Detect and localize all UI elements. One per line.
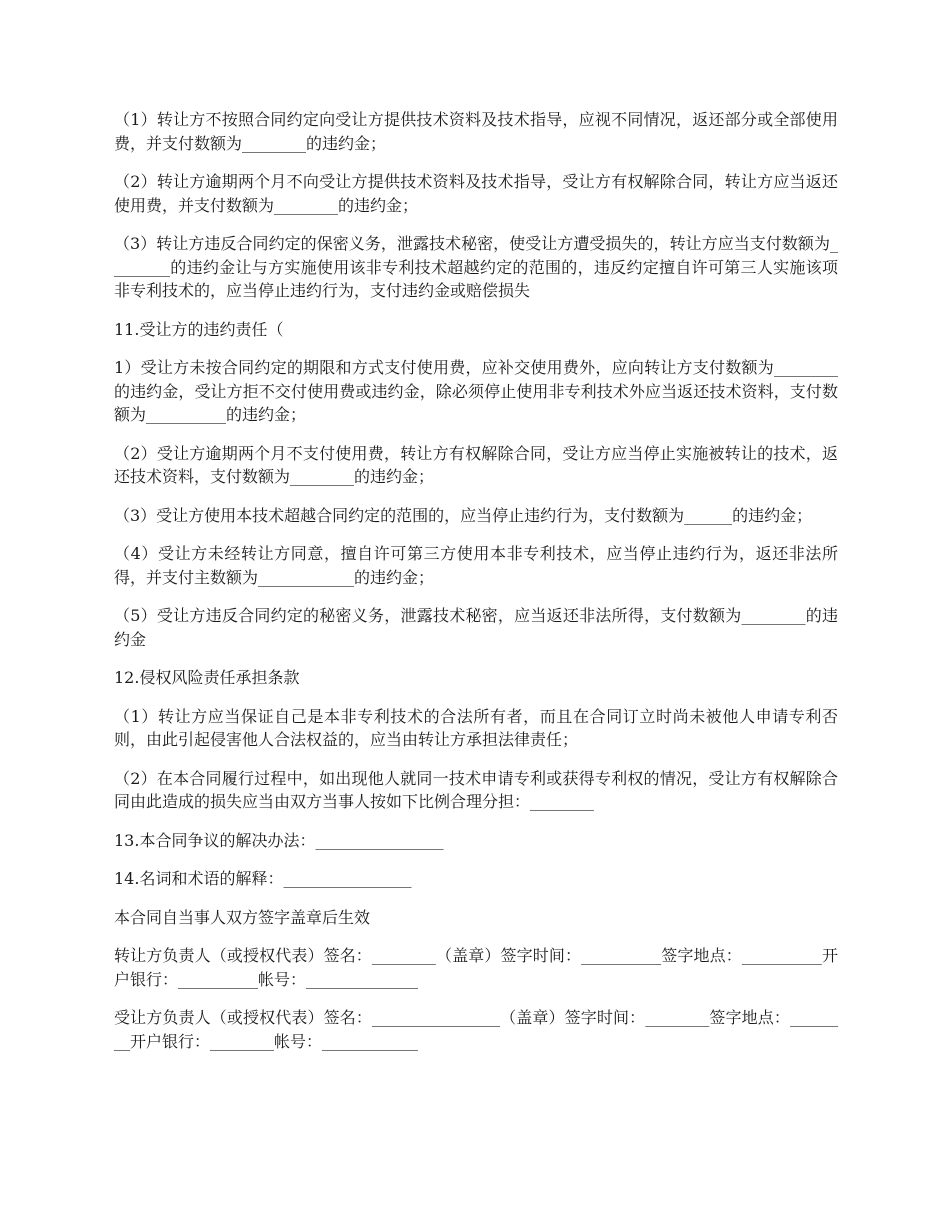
section-14-terms: 14.名词和术语的解释：________________ xyxy=(114,869,412,888)
transferee-signature-block: 受让方负责人（或授权代表）签名：________________（盖章）签字时间：________签字地点：________开户银行：________帐号：____________ xyxy=(114,1008,838,1051)
clause-10-1: （1）转让方不按照合同约定向受让方提供技术资料及技术指导，应视不同情况，返还部分或全部使用费，并支付数额为________的违约金； xyxy=(114,110,838,153)
effective-clause: 本合同自当事人双方签字盖章后生效 xyxy=(114,907,371,927)
clause-10-3: （3）转让方违反合同约定的保密义务，泄露技术秘密，使受让方遭受损失的，转让方应当支付数额为________的违约金让与方实施使用该非专利技术超越约定的范围的，违反约定擅自许可第三人实施该项非专利技术的，应当停止违约行为，支付违约金或赔偿损失 xyxy=(114,234,838,300)
clause-11-2: （2）受让方逾期两个月不支付使用费，转让方有权解除合同，受让方应当停止实施被转让的技术，返还技术资料，支付数额为________的违约金； xyxy=(114,443,838,486)
document-body xyxy=(114,108,838,1068)
clause-11-4: （4）受让方未经转让方同意，擅自许可第三方使用本非专利技术，应当停止违约行为，返还非法所得，并支付主数额为____________的违约金； xyxy=(114,544,838,587)
transferor-signature-block: 转让方负责人（或授权代表）签名：________（盖章）签字时间：__________签字地点：__________开户银行：__________帐号：______________ xyxy=(114,946,838,989)
section-11-heading: 11.受让方的违约责任（ xyxy=(114,319,284,339)
clause-12-1: （1）转让方应当保证自己是本非专利技术的合法所有者，而且在合同订立时尚未被他人申请专利否则，由此引起侵害他人合法权益的，应当由转让方承担法律责任； xyxy=(114,706,838,749)
section-12-heading: 12.侵权风险责任承担条款 xyxy=(114,668,300,687)
clause-11-5: （5）受让方违反合同约定的秘密义务，泄露技术秘密，应当返还非法所得，支付数额为________的违约金 xyxy=(114,606,838,649)
clause-11-1: 1）受让方未按合同约定的期限和方式支付使用费，应补交使用费外，应向转让方支付数额为________的违约金，受让方拒不交付使用费或违约金，除必须停止使用非专利技术外应当返还技术资料，支付数额为__________的违约金； xyxy=(114,358,838,424)
clause-11-3: （3）受让方使用本技术超越合同约定的范围的，应当停止违约行为，支付数额为______的违约金； xyxy=(114,505,813,525)
clause-10-2: （2）转让方逾期两个月不向受让方提供技术资料及技术指导，受让方有权解除合同，转让方应当返还使用费，并支付数额为________的违约金； xyxy=(114,172,838,215)
section-13-dispute: 13.本合同争议的解决办法：________________ xyxy=(114,830,444,850)
clause-12-2: （2）在本合同履行过程中，如出现他人就同一技术申请专利或获得专利权的情况，受让方有权解除合同由此造成的损失应当由双方当事人按如下比例合理分担：________ xyxy=(114,768,838,811)
